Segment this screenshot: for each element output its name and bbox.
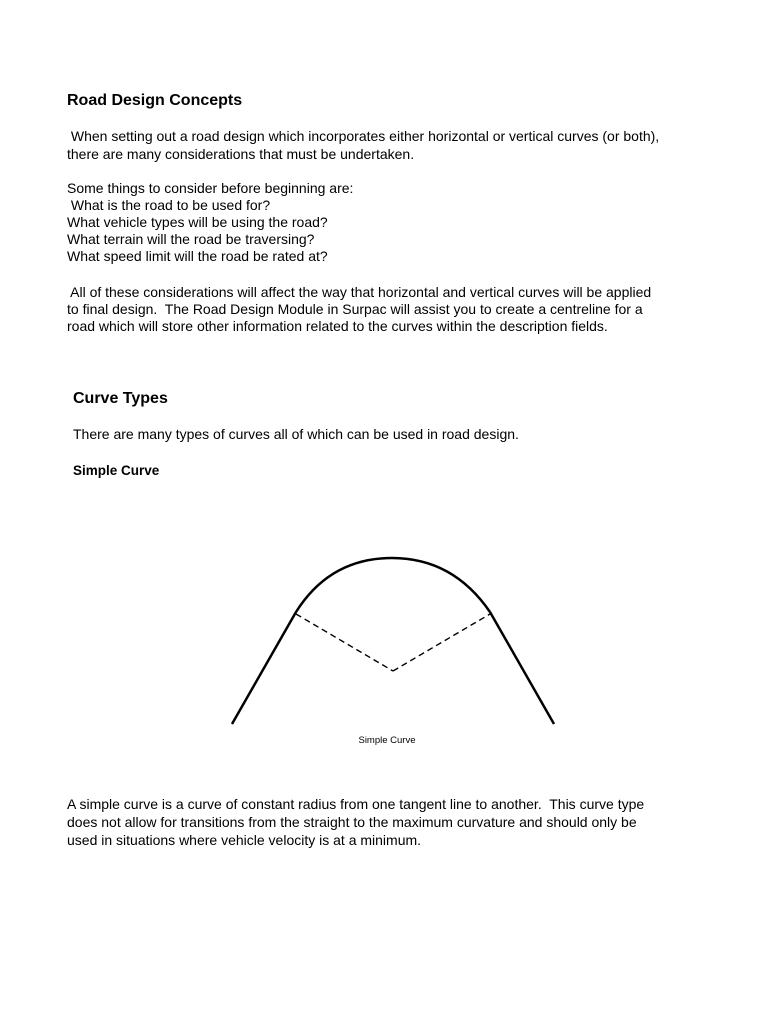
- description-line-3: used in situations where vehicle velocity is at a minimum.: [67, 832, 422, 848]
- right-tangent-line: [490, 612, 554, 724]
- figure-caption: Simple Curve: [358, 735, 416, 746]
- description-line-1: A simple curve is a curve of constant radius from one tangent line to another. This curve type: [67, 796, 645, 812]
- question-line-2: What vehicle types will be using the road?: [67, 214, 328, 230]
- intro-line-2: there are many considerations that must be undertaken.: [67, 146, 415, 162]
- curve-types-intro: There are many types of curves all of which can be used in road design.: [73, 426, 519, 442]
- page-title: Road Design Concepts: [67, 92, 243, 109]
- right-radius-dashed: [393, 614, 490, 671]
- summary-line-2: to final design. The Road Design Module in Surpac will assist you to create a centreline for a: [67, 301, 643, 317]
- summary-line-3: road which will store other information related to the curves within the description fields.: [67, 318, 608, 334]
- summary-line-1: All of these considerations will affect the way that horizontal and vertical curves will be applied: [67, 284, 652, 300]
- intro-line-1: When setting out a road design which incorporates either horizontal or vertical curves (or both),: [67, 128, 660, 144]
- question-line-1: What is the road to be used for?: [67, 197, 271, 213]
- subsection-title-simple-curve: Simple Curve: [73, 463, 160, 478]
- question-line-3: What terrain will the road be traversing?: [67, 231, 315, 247]
- left-tangent-line: [232, 612, 296, 724]
- section-title-curve-types: Curve Types: [73, 390, 168, 407]
- curve-arc: [296, 558, 490, 612]
- question-line-4: What speed limit will the road be rated at?: [67, 248, 328, 264]
- consider-heading: Some things to consider before beginning are:: [67, 180, 354, 196]
- description-line-2: does not allow for transitions from the straight to the maximum curvature and should only be: [67, 814, 637, 830]
- left-radius-dashed: [296, 614, 393, 671]
